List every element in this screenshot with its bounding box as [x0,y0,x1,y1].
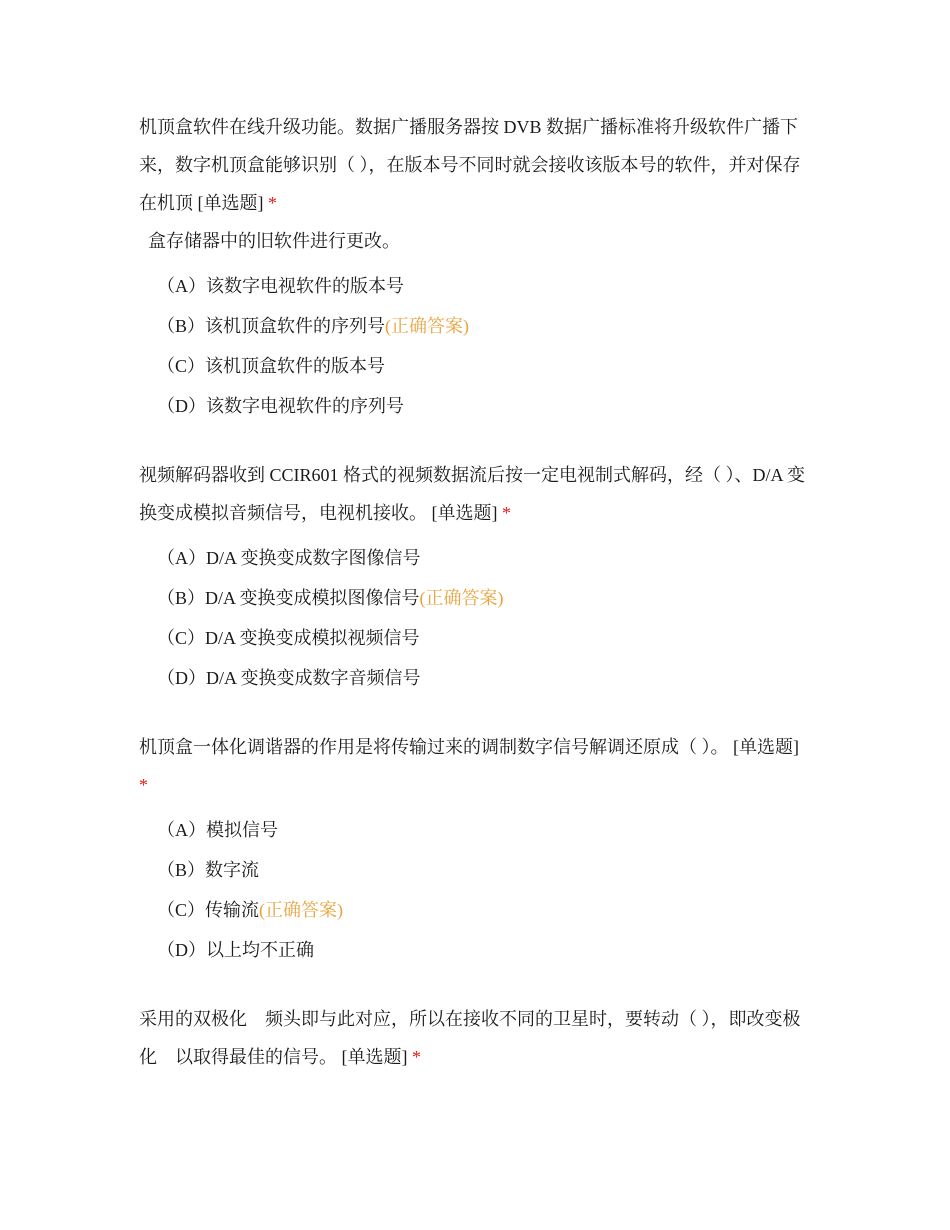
option-b[interactable]: （B）数字流 [157,860,260,880]
option-a[interactable]: （A）模拟信号 [157,820,278,840]
required-mark: * [268,193,277,213]
option-d[interactable]: （D）该数字电视软件的序列号 [157,396,404,416]
option-b[interactable]: （B）D/A 变换变成模拟图像信号(正确答案) [157,588,504,608]
option-list [139,538,811,698]
question-text: 机顶盒一体化调谐器的作用是将传输过来的调制数字信号解调还原成（ ）。 [单选题] * [139,737,799,795]
option-a[interactable]: （A）该数字电视软件的版本号 [157,276,404,296]
option-a[interactable]: （A）D/A 变换变成数字图像信号 [157,548,421,568]
required-mark: * [412,1047,421,1067]
question-2 [139,456,811,698]
option-list [139,266,811,426]
option-c[interactable]: （C）该机顶盒软件的版本号 [157,356,386,376]
correct-answer-tag: (正确答案) [385,316,470,336]
option-c[interactable]: （C）传输流(正确答案) [157,900,344,920]
option-d[interactable]: （D）以上均不正确 [157,940,314,960]
required-mark: * [502,503,511,523]
correct-answer-tag: (正确答案) [419,588,504,608]
question-text: 机顶盒软件在线升级功能。数据广播服务器按 DVB 数据广播标准将升级软件广播下来，数字机顶盒能够识别（ ），在版本号不同时就会接收该版本号的软件，并对保存在机顶 [单选题] * [139,117,801,213]
option-b[interactable]: （B）该机顶盒软件的序列号(正确答案) [157,316,470,336]
option-list [139,810,811,970]
option-d[interactable]: （D）D/A 变换变成数字音频信号 [157,668,421,688]
option-c[interactable]: （C）D/A 变换变成模拟视频信号 [157,628,420,648]
question-3 [139,728,811,970]
question-text: 采用的双极化 频头即与此对应，所以在接收不同的卫星时，要转动（ ），即改变极化 以取得最佳的信号。 [单选题] * [139,1009,801,1067]
question-continuation: 盒存储器中的旧软件进行更改。 [148,231,400,251]
correct-answer-tag: (正确答案) [259,900,344,920]
question-4 [139,1000,811,1076]
question-1 [139,108,811,426]
quiz-document [139,108,811,1106]
question-text: 视频解码器收到 CCIR601 格式的视频数据流后按一定电视制式解码，经（ ）、D/A 变换变成模拟音频信号，电视机接收。 [单选题] * [139,465,806,523]
required-mark: * [139,775,148,795]
